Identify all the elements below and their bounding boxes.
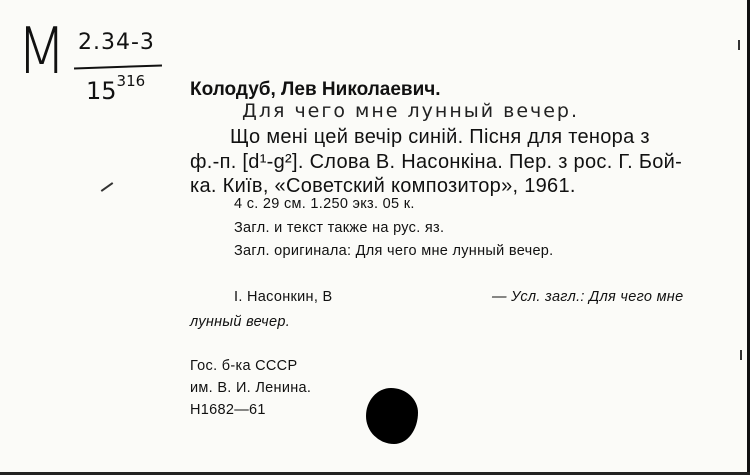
ink-blot bbox=[366, 388, 418, 444]
shelfmark-bottom-sup: 316 bbox=[116, 72, 146, 90]
tracing-coauthor: I. Насонкин, В bbox=[234, 289, 333, 305]
note-original-title: Загл. оригинала: Для чего мне лунный вечер. bbox=[234, 243, 554, 259]
author-heading: Колодуб, Лев Николаевич. bbox=[190, 79, 441, 100]
tracing-uniform-title: — Усл. загл.: Для чего мне bbox=[492, 289, 684, 305]
title-line-1: Що мені цей вечір синій. Пісня для тенора з bbox=[230, 126, 650, 148]
pencil-mark bbox=[738, 40, 740, 50]
title-line-2: ф.-п. [d¹-g²]. Слова В. Насонкіна. Пер. з рос. Г. Бой- bbox=[190, 151, 683, 173]
pencil-mark bbox=[740, 350, 742, 360]
title-line-3: ка. Київ, «Советский композитор», 1961. bbox=[190, 175, 576, 197]
shelfmark-bottom-main: 15 bbox=[86, 77, 117, 105]
pencil-mark bbox=[101, 182, 114, 192]
library-line-1: Гос. б-ка СССР bbox=[190, 358, 298, 374]
shelfmark-top: 2.34-3 bbox=[78, 30, 155, 55]
library-line-2: им. В. И. Ленина. bbox=[190, 380, 312, 396]
handwritten-title: Для чего мне лунный вечер. bbox=[242, 100, 580, 122]
tracing-uniform-title-cont: лунный вечер. bbox=[190, 314, 291, 330]
shelfmark-letter: M bbox=[16, 15, 67, 89]
library-line-3: Н1682—61 bbox=[190, 402, 266, 418]
collation-line: 4 с. 29 см. 1.250 экз. 05 к. bbox=[234, 196, 415, 212]
note-language: Загл. и текст также на рус. яз. bbox=[234, 220, 445, 236]
shelfmark-bottom bbox=[86, 72, 146, 105]
shelfmark-divider bbox=[74, 64, 162, 69]
